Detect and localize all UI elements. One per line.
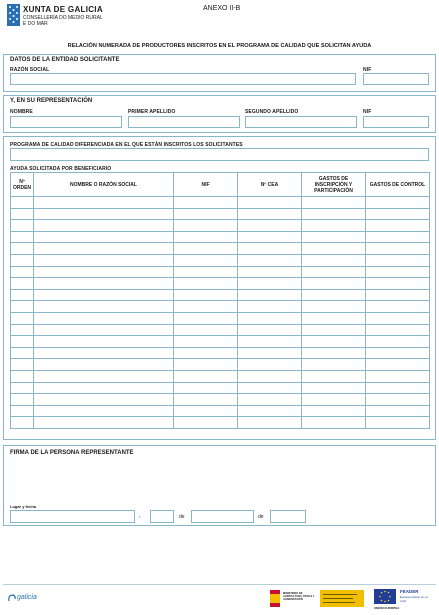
cell-orden[interactable] <box>11 336 34 348</box>
month-field[interactable] <box>191 510 254 523</box>
table-row <box>11 278 430 290</box>
cell-nif[interactable] <box>174 278 238 290</box>
cell-control[interactable] <box>366 254 430 266</box>
cell-control[interactable] <box>366 266 430 278</box>
table-row <box>11 370 430 382</box>
cell-control[interactable] <box>366 347 430 359</box>
cell-orden[interactable] <box>11 278 34 290</box>
cell-nombre[interactable] <box>34 266 174 278</box>
cell-nombre[interactable] <box>34 254 174 266</box>
cell-control[interactable] <box>366 417 430 429</box>
cell-inscripcion[interactable] <box>302 370 366 382</box>
cell-control[interactable] <box>366 359 430 371</box>
logo-subtitle-1: CONSELLERÍA DO MEDIO RURAL <box>23 15 103 21</box>
table-row <box>11 382 430 394</box>
cell-control[interactable] <box>366 220 430 232</box>
cell-inscripcion[interactable] <box>302 243 366 255</box>
cell-nombre[interactable] <box>34 394 174 406</box>
cell-cea[interactable] <box>238 405 302 417</box>
cell-nombre[interactable] <box>34 347 174 359</box>
representative-nif-label: NIF <box>363 109 372 115</box>
cell-nif[interactable] <box>174 266 238 278</box>
cell-nombre[interactable] <box>34 289 174 301</box>
ministry-text: MINISTERIO DE AGRICULTURA, PESCA Y ALIMENTACIÓN <box>283 592 315 602</box>
eu-flag-icon <box>374 589 396 604</box>
cell-inscripcion[interactable] <box>302 278 366 290</box>
cell-nombre[interactable] <box>34 382 174 394</box>
cell-control[interactable] <box>366 197 430 209</box>
cell-cea[interactable] <box>238 266 302 278</box>
cell-nombre[interactable] <box>34 417 174 429</box>
cell-nif[interactable] <box>174 254 238 266</box>
cell-inscripcion[interactable] <box>302 382 366 394</box>
place-field[interactable] <box>10 510 135 523</box>
table-row <box>11 359 430 371</box>
cell-nif[interactable] <box>174 359 238 371</box>
cell-inscripcion[interactable] <box>302 394 366 406</box>
razon-social-label: RAZÓN SOCIAL <box>10 67 50 73</box>
primer-apellido-label: PRIMER APELLIDO <box>128 109 176 115</box>
cell-orden[interactable] <box>11 347 34 359</box>
cell-orden[interactable] <box>11 382 34 394</box>
cell-control[interactable] <box>366 382 430 394</box>
cell-nif[interactable] <box>174 197 238 209</box>
cell-orden[interactable] <box>11 208 34 220</box>
table-row <box>11 197 430 209</box>
cell-cea[interactable] <box>238 312 302 324</box>
cell-inscripcion[interactable] <box>302 324 366 336</box>
col-header-cea: Nº CEA <box>238 173 302 197</box>
cell-cea[interactable] <box>238 278 302 290</box>
cell-inscripcion[interactable] <box>302 405 366 417</box>
cell-cea[interactable] <box>238 417 302 429</box>
place-date-label: Lugar y fecha <box>10 504 37 509</box>
cell-nif[interactable] <box>174 301 238 313</box>
cell-orden[interactable] <box>11 254 34 266</box>
cell-orden[interactable] <box>11 289 34 301</box>
footer-divider <box>3 584 436 585</box>
cell-cea[interactable] <box>238 394 302 406</box>
day-field[interactable] <box>150 510 174 523</box>
cell-nif[interactable] <box>174 417 238 429</box>
cell-nif[interactable] <box>174 405 238 417</box>
entity-section-title: DATOS DE LA ENTIDAD SOLICITANTE <box>10 57 120 63</box>
col-header-control: GASTOS DE CONTROL <box>366 173 430 197</box>
spain-shield-icon <box>270 590 280 607</box>
cell-cea[interactable] <box>238 359 302 371</box>
cell-cea[interactable] <box>238 301 302 313</box>
galicia-swirl-icon <box>7 593 17 603</box>
cell-inscripcion[interactable] <box>302 347 366 359</box>
cell-orden[interactable] <box>11 405 34 417</box>
cell-cea[interactable] <box>238 254 302 266</box>
cell-nombre[interactable] <box>34 243 174 255</box>
annex-label: ANEXO II-B <box>203 5 241 12</box>
logo-subtitle-2: E DO MAR <box>23 21 48 27</box>
cell-control[interactable] <box>366 370 430 382</box>
place-comma: , <box>139 513 141 519</box>
de-label-2: de <box>258 514 264 520</box>
cell-inscripcion[interactable] <box>302 220 366 232</box>
nombre-field[interactable] <box>10 116 122 128</box>
eu-label: UNIÓN EUROPEA <box>374 606 400 610</box>
ministry-banner <box>320 590 364 607</box>
cell-nombre[interactable] <box>34 324 174 336</box>
table-row <box>11 254 430 266</box>
cell-nif[interactable] <box>174 220 238 232</box>
cell-inscripcion[interactable] <box>302 301 366 313</box>
cell-orden[interactable] <box>11 394 34 406</box>
cell-orden[interactable] <box>11 243 34 255</box>
cell-control[interactable] <box>366 208 430 220</box>
cell-cea[interactable] <box>238 324 302 336</box>
beneficiaries-table-body <box>11 197 430 429</box>
cell-cea[interactable] <box>238 382 302 394</box>
cell-control[interactable] <box>366 312 430 324</box>
cell-control[interactable] <box>366 289 430 301</box>
entity-nif-field[interactable] <box>363 73 429 85</box>
cell-nombre[interactable] <box>34 278 174 290</box>
col-header-nombre: NOMBRE O RAZÓN SOCIAL <box>34 173 174 197</box>
cell-cea[interactable] <box>238 336 302 348</box>
xunta-shield-icon <box>7 4 20 26</box>
table-row <box>11 394 430 406</box>
signature-section-title: FIRMA DE LA PERSONA REPRESENTANTE <box>10 450 134 456</box>
cell-nif[interactable] <box>174 231 238 243</box>
cell-inscripcion[interactable] <box>302 417 366 429</box>
cell-orden[interactable] <box>11 197 34 209</box>
cell-nif[interactable] <box>174 336 238 348</box>
cell-orden[interactable] <box>11 312 34 324</box>
year-field[interactable] <box>270 510 306 523</box>
beneficiaries-table <box>10 172 430 429</box>
cell-nombre[interactable] <box>34 197 174 209</box>
segundo-apellido-field[interactable] <box>245 116 357 128</box>
feader-subtitle: Europa invierte en el rural <box>400 595 428 603</box>
cell-inscripcion[interactable] <box>302 289 366 301</box>
table-row <box>11 336 430 348</box>
de-label-1: de <box>179 514 185 520</box>
cell-control[interactable] <box>366 336 430 348</box>
table-row <box>11 347 430 359</box>
cell-nombre[interactable] <box>34 405 174 417</box>
entity-nif-label: NIF <box>363 67 372 73</box>
cell-orden[interactable] <box>11 359 34 371</box>
cell-nif[interactable] <box>174 324 238 336</box>
cell-orden[interactable] <box>11 370 34 382</box>
feader-title: FEADER <box>400 589 419 594</box>
col-header-inscripcion: GASTOS DE INSCRIPCIÓN Y PARTICIPACIÓN <box>302 173 366 197</box>
cell-orden[interactable] <box>11 231 34 243</box>
col-header-nif: NIF <box>174 173 238 197</box>
cell-cea[interactable] <box>238 243 302 255</box>
primer-apellido-field[interactable] <box>128 116 240 128</box>
table-row <box>11 208 430 220</box>
cell-cea[interactable] <box>238 370 302 382</box>
cell-inscripcion[interactable] <box>302 231 366 243</box>
cell-orden[interactable] <box>11 324 34 336</box>
cell-nif[interactable] <box>174 382 238 394</box>
galicia-logo-text: galicia <box>17 594 37 601</box>
cell-nif[interactable] <box>174 370 238 382</box>
cell-inscripcion[interactable] <box>302 254 366 266</box>
table-row <box>11 417 430 429</box>
cell-nombre[interactable] <box>34 208 174 220</box>
cell-cea[interactable] <box>238 208 302 220</box>
cell-cea[interactable] <box>238 289 302 301</box>
segundo-apellido-label: SEGUNDO APELLIDO <box>245 109 299 115</box>
cell-inscripcion[interactable] <box>302 208 366 220</box>
cell-nif[interactable] <box>174 289 238 301</box>
cell-inscripcion[interactable] <box>302 197 366 209</box>
cell-control[interactable] <box>366 278 430 290</box>
cell-control[interactable] <box>366 324 430 336</box>
cell-control[interactable] <box>366 394 430 406</box>
table-row <box>11 220 430 232</box>
cell-orden[interactable] <box>11 266 34 278</box>
cell-control[interactable] <box>366 243 430 255</box>
cell-orden[interactable] <box>11 220 34 232</box>
cell-nombre[interactable] <box>34 359 174 371</box>
representative-section-title: Y, EN SU REPRESENTACIÓN <box>10 98 93 104</box>
representative-nif-field[interactable] <box>363 116 429 128</box>
col-header-orden: Nº ORDEN <box>11 173 34 197</box>
cell-nombre[interactable] <box>34 370 174 382</box>
cell-orden[interactable] <box>11 301 34 313</box>
beneficiaries-title: AYUDA SOLICITADA POR BENEFICIARIO <box>10 166 112 172</box>
cell-cea[interactable] <box>238 197 302 209</box>
cell-nombre[interactable] <box>34 301 174 313</box>
cell-nombre[interactable] <box>34 231 174 243</box>
table-row <box>11 243 430 255</box>
cell-nif[interactable] <box>174 312 238 324</box>
cell-nif[interactable] <box>174 347 238 359</box>
program-label: PROGRAMA DE CALIDAD DIFERENCIADA EN EL QUE ESTÁN INSCRITOS LOS SOLICITANTES <box>10 142 243 148</box>
razon-social-field[interactable] <box>10 73 356 85</box>
program-field[interactable] <box>10 148 429 161</box>
cell-cea[interactable] <box>238 231 302 243</box>
cell-nif[interactable] <box>174 243 238 255</box>
cell-control[interactable] <box>366 301 430 313</box>
table-row <box>11 231 430 243</box>
document-title: RELACIÓN NUMERADA DE PRODUCTORES INSCRITOS EN EL PROGRAMA DE CALIDAD QUE SOLICITAN AYUDA <box>67 43 372 49</box>
logo-title: XUNTA DE GALICIA <box>23 5 103 14</box>
cell-nombre[interactable] <box>34 312 174 324</box>
nombre-label: NOMBRE <box>10 109 33 115</box>
table-row <box>11 324 430 336</box>
cell-inscripcion[interactable] <box>302 266 366 278</box>
cell-orden[interactable] <box>11 417 34 429</box>
table-row <box>11 266 430 278</box>
table-row <box>11 301 430 313</box>
table-row <box>11 405 430 417</box>
table-row <box>11 289 430 301</box>
cell-control[interactable] <box>366 405 430 417</box>
cell-nif[interactable] <box>174 208 238 220</box>
cell-nombre[interactable] <box>34 220 174 232</box>
cell-inscripcion[interactable] <box>302 359 366 371</box>
cell-cea[interactable] <box>238 220 302 232</box>
cell-nif[interactable] <box>174 394 238 406</box>
cell-cea[interactable] <box>238 347 302 359</box>
cell-control[interactable] <box>366 231 430 243</box>
cell-inscripcion[interactable] <box>302 312 366 324</box>
table-row <box>11 312 430 324</box>
cell-nombre[interactable] <box>34 336 174 348</box>
cell-inscripcion[interactable] <box>302 336 366 348</box>
